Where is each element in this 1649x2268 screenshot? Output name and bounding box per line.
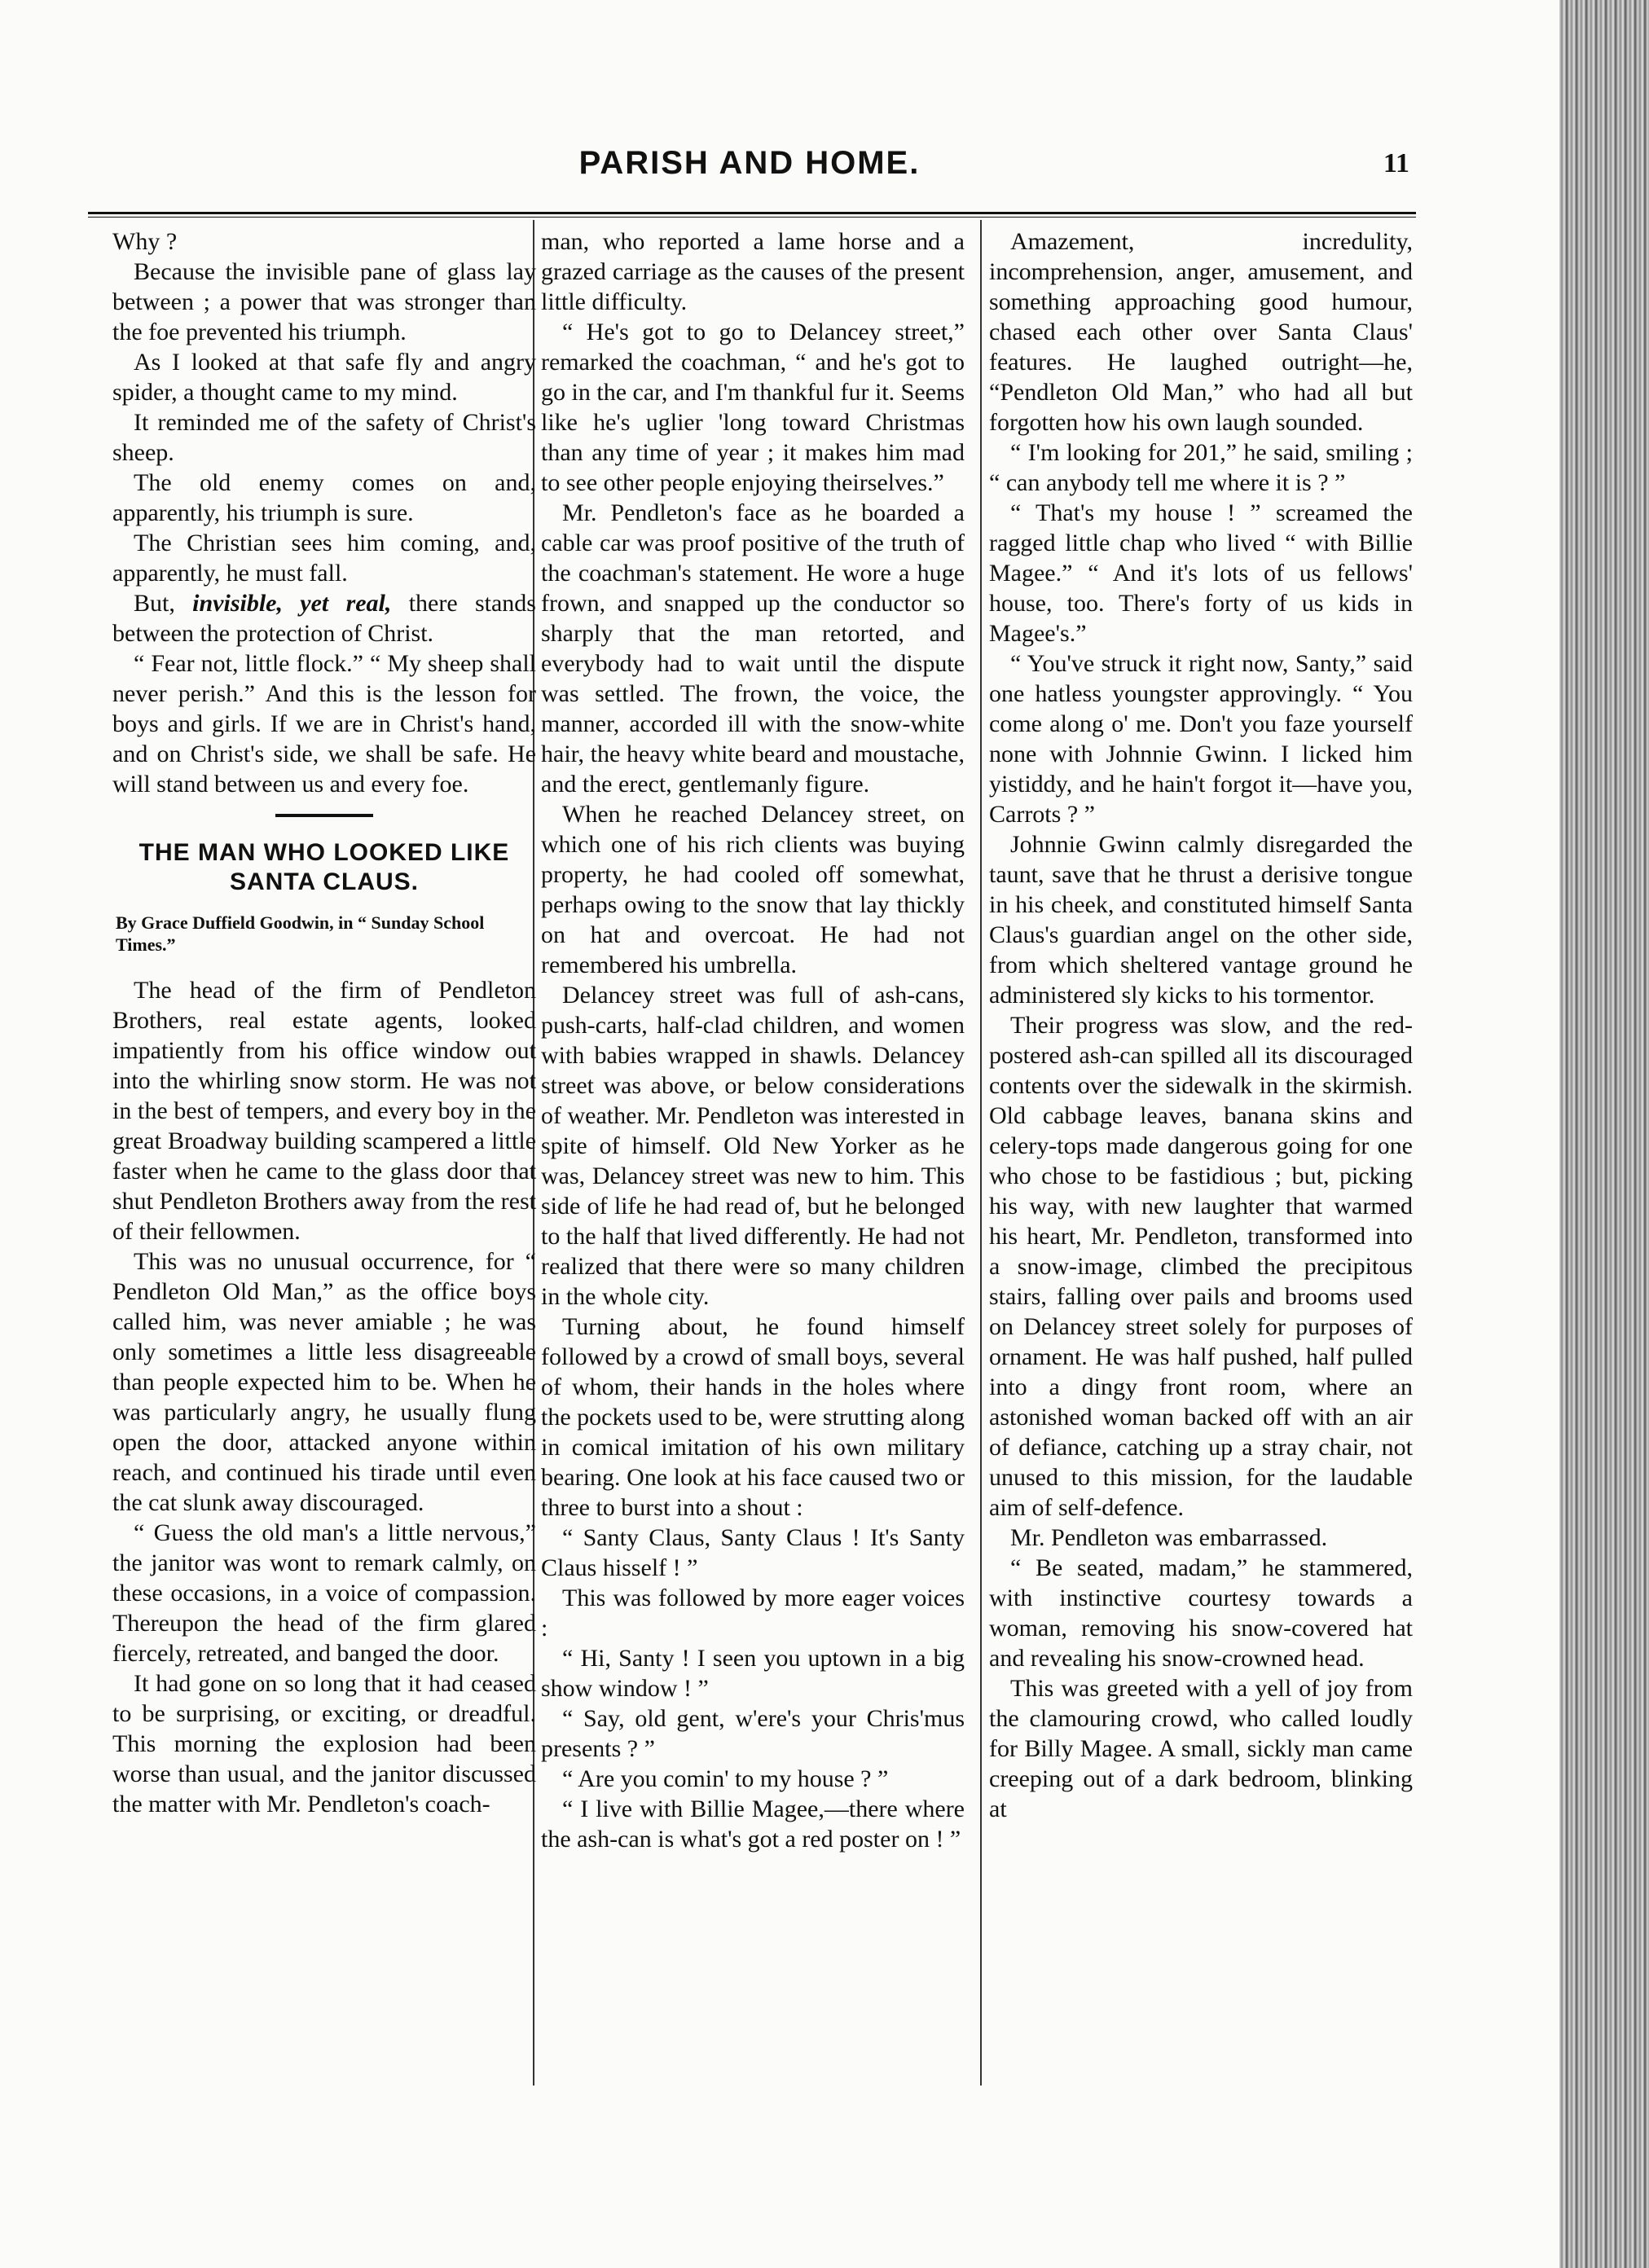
paragraph: “ Be seated, madam,” he stammered, with instinctive courtesy towards a woman, removing his snow-covered hat and revealing his snow-crowned head.	[989, 1554, 1413, 1672]
text-span: But,	[134, 590, 193, 617]
column-divider-2	[980, 220, 982, 2086]
column-3	[989, 226, 1413, 1824]
paragraph: As I looked at that safe fly and angry spider, a thought came to my mind.	[112, 349, 536, 406]
paragraph: The old enemy comes on and, apparently, his triumph is sure.	[112, 469, 536, 526]
paragraph: Amazement, incredulity, incomprehension, anger, amusement, and something approaching good humour, chased each other over Santa Claus' features. He laughed outright—he, “Pendleton Old Man,” who had all but forgotten how his own laugh sounded.	[989, 228, 1413, 436]
page-binding-edge	[1559, 0, 1649, 2268]
article-separator	[275, 814, 373, 817]
paragraph: Mr. Pendleton's face as he boarded a cable car was proof positive of the truth of the coachman's statement. He wore a huge frown, and snapped up the conductor so sharply that the man retorted, and everybody had to wait until the dispute was settled. The frown, the voice, the manner, accorded ill with the snow-white hair, the heavy white beard and moustache, and the erect, gentlemanly figure.	[541, 499, 965, 798]
paragraph: The head of the firm of Pendleton Brothers, real estate agents, looked impatiently from his office window out into the whirling snow storm. He was not in the best of tempers, and every boy in the great Broadway building scampered a little faster when he came to the glass door that shut Pendleton Brothers away from the rest of their fellowmen.	[112, 977, 536, 1245]
paragraph: Their progress was slow, and the red-postered ash-can spilled all its discouraged contents over the sidewalk in the skirmish. Old cabbage leaves, banana skins and celery-tops made dangerous going for one who chose to be fastidious ; but, picking his way, with new laughter that warmed his heart, Mr. Pendleton, transformed into a snow-image, climbed the precipitous stairs, falling over pails and brooms used on Delancey street solely for purposes of ornament. He was half pushed, half pulled into a dingy front room, where an astonished woman backed off with an air of defiance, catching up a stray chair, not unused to this mission, for the laudable aim of self-defence.	[989, 1012, 1413, 1521]
text-span: there stands between the protection of Christ.	[112, 590, 536, 647]
paragraph: Delancey street was full of ash-cans, push-carts, half-clad children, and women with babies wrapped in shawls. Delancey street was above, or below considerations of weather. Mr. Pendleton was interested in spite of himself. Old New Yorker as he was, Delancey street was new to him. This side of life he had read of, but he belonged to the half that lived differently. He had not realized that there were so many children in the whole city.	[541, 982, 965, 1310]
paragraph: It had gone on so long that it had ceased to be surprising, or exciting, or dreadful. This morning the explosion had been worse than usual, and the janitor discussed the matter with Mr. Pendleton's coach-	[112, 1670, 536, 1817]
article-byline: By Grace Duffield Goodwin, in “ Sunday School Times.”	[116, 912, 485, 955]
page-number: 11	[1383, 148, 1409, 178]
paragraph: “ Say, old gent, w'ere's your Chris'mus presents ? ”	[541, 1705, 965, 1762]
paragraph: It reminded me of the safety of Christ's sheep.	[112, 409, 536, 466]
paragraph: This was followed by more eager voices :	[541, 1585, 965, 1642]
column-1	[112, 226, 536, 1819]
emphasis-text: invisible, yet real,	[192, 590, 392, 617]
paragraph: “ Are you comin' to my house ? ”	[562, 1765, 889, 1792]
paragraph: “ I live with Billie Magee,—there where the ash-can is what's got a red poster on ! ”	[541, 1796, 965, 1853]
paragraph	[112, 588, 536, 648]
paragraph: Johnnie Gwinn calmly disregarded the taunt, save that he thrust a derisive tongue in his cheek, and constituted himself Santa Claus's guardian angel on the other side, from which sheltered vantage ground he administered sly kicks to his tormentor.	[989, 831, 1413, 1009]
paragraph: This was greeted with a yell of joy from the clamouring crowd, who called loudly for Billy Magee. A small, sickly man came creeping out of a dark bedroom, blinking at	[989, 1675, 1413, 1822]
paragraph: “ I'm looking for 201,” he said, smiling ; “ can anybody tell me where it is ? ”	[989, 439, 1413, 496]
paragraph: Turning about, he found himself followed by a crowd of small boys, several of whom, their hands in the holes where the pockets used to be, were strutting along in comical imitation of his own military bearing. One look at his face caused two or three to burst into a shout :	[541, 1313, 965, 1521]
paragraph: Why ?	[112, 228, 178, 255]
paragraph: “ He's got to go to Delancey street,” remarked the coachman, “ and he's got to go in the car, and I'm thankful fur it. Seems like he's uglier 'long toward Christmas than any time of year ; it makes him mad to see other people enjoying theirselves.”	[541, 319, 965, 496]
page-header	[90, 145, 1409, 194]
paragraph: Mr. Pendleton was embarrassed.	[1010, 1524, 1328, 1551]
paragraph: The Christian sees him coming, and, apparently, he must fall.	[112, 530, 536, 587]
header-rule-thin	[88, 217, 1416, 218]
paragraph: “ That's my house ! ” screamed the ragged little chap who lived “ with Billie Magee.” “ And it's lots of us fellows' house, too. There's forty of us kids in Magee's.”	[989, 499, 1413, 647]
paragraph: “ Santy Claus, Santy Claus ! It's Santy Claus hisself ! ”	[541, 1524, 965, 1581]
paragraph: This was no unusual occurrence, for “ Pendleton Old Man,” as the office boys called him, was never amiable ; he was only sometimes a little less disagreeable than people expected him to be. When he was particularly angry, he usually flung open the door, attacked anyone within reach, and continued his tirade until even the cat slunk away discouraged.	[112, 1248, 536, 1516]
paragraph: “ Fear not, little flock.” “ My sheep shall never perish.” And this is the lesson for boys and girls. If we are in Christ's hand, and on Christ's side, we shall be safe. He will stand between us and every foe.	[112, 650, 536, 798]
paragraph: “ You've struck it right now, Santy,” said one hatless youngster approvingly. “ You come along o' me. Don't you faze yourself none with Johnnie Gwinn. I licked him yistiddy, and he hain't forgot it—have you, Carrots ? ”	[989, 650, 1413, 828]
publication-title: PARISH AND HOME.	[578, 145, 921, 181]
paragraph: “ Guess the old man's a little nervous,” the janitor was wont to remark calmly, on these occasions, in a voice of compassion. Thereupon the head of the firm glared fiercely, retreated, and banged the door.	[112, 1519, 536, 1667]
column-2	[541, 226, 965, 1854]
paragraph: Because the invisible pane of glass lay between ; a power that was stronger than the foe prevented his triumph.	[112, 258, 536, 345]
article-title: THE MAN WHO LOOKED LIKE SANTA CLAUS.	[139, 839, 510, 895]
header-rule	[88, 212, 1416, 214]
paragraph: “ Hi, Santy ! I seen you uptown in a big show window ! ”	[541, 1645, 965, 1702]
paragraph: When he reached Delancey street, on which one of his rich clients was buying property, he had cooled off somewhat, perhaps owing to the snow that lay thickly on hat and overcoat. He had not remembered his umbrella.	[541, 801, 965, 978]
paragraph: man, who reported a lame horse and a grazed carriage as the causes of the present little difficulty.	[541, 228, 965, 315]
